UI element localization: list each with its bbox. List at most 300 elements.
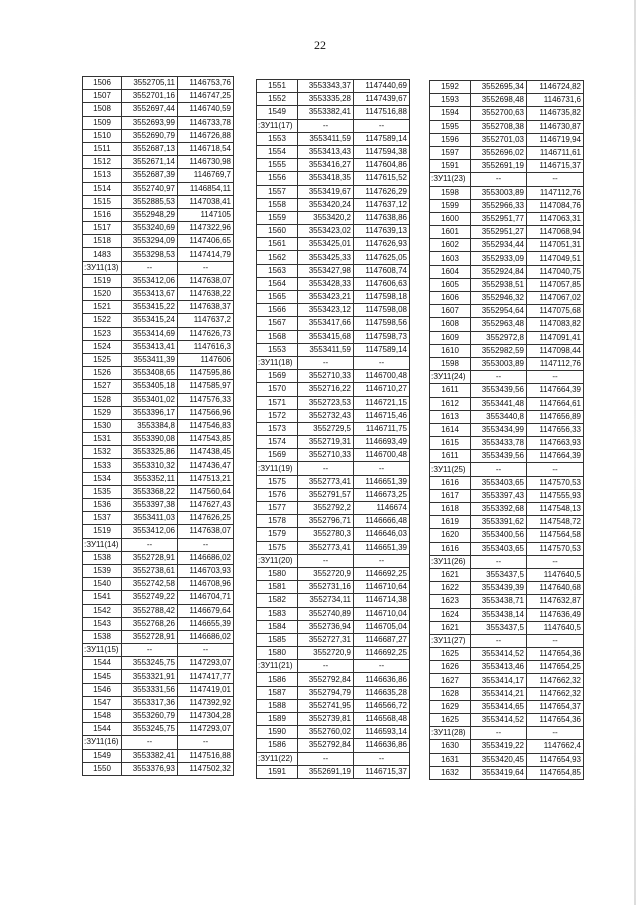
table-row <box>257 317 410 330</box>
x-coordinate-cell: 3553425,01 <box>298 238 354 251</box>
point-number-cell: 1506 <box>83 77 122 90</box>
point-number-cell: 1616 <box>430 476 471 489</box>
table-row <box>257 304 410 317</box>
y-coordinate-cell: 1147516,88 <box>178 749 234 762</box>
x-coordinate-cell: 3553376,93 <box>122 762 178 775</box>
table-row <box>83 433 234 446</box>
y-coordinate-cell: 1147626,25 <box>178 512 234 525</box>
table-row <box>430 516 584 529</box>
y-coordinate-cell: 1146719,94 <box>527 133 584 146</box>
y-coordinate-cell: 1147438,45 <box>178 446 234 459</box>
x-coordinate-cell: 3553413,41 <box>122 340 178 353</box>
y-coordinate-cell: 1147546,83 <box>178 419 234 432</box>
point-number-cell: 1563 <box>257 264 298 277</box>
table-row <box>257 238 410 251</box>
point-number-cell: 1580 <box>257 567 298 580</box>
y-coordinate-cell: 1147594,38 <box>354 145 410 158</box>
x-coordinate-cell: 3553391,62 <box>471 516 527 529</box>
y-coordinate-cell: 1147068,94 <box>527 226 584 239</box>
point-number-cell: 1549 <box>257 106 298 119</box>
y-coordinate-cell: 1147663,93 <box>527 437 584 450</box>
point-number-cell: 1619 <box>430 516 471 529</box>
x-coordinate-cell: 3553425,33 <box>298 251 354 264</box>
y-coordinate-cell: 1146718,54 <box>178 142 234 155</box>
x-coordinate-cell: 3553411,03 <box>122 512 178 525</box>
parcel-label-cell: :ЗУ11(17) <box>257 119 298 132</box>
x-coordinate-cell: 3553260,79 <box>122 710 178 723</box>
y-coordinate-cell: 1147112,76 <box>527 357 584 370</box>
point-number-cell: 1609 <box>430 331 471 344</box>
point-number-cell: 1522 <box>83 314 122 327</box>
point-number-cell: 1591 <box>430 160 471 173</box>
y-coordinate-cell: 1146710,04 <box>354 607 410 620</box>
y-coordinate-cell: 1147638,07 <box>178 274 234 287</box>
x-coordinate-cell: 3553420,2 <box>298 211 354 224</box>
x-coordinate-cell: 3552938,51 <box>471 278 527 291</box>
y-coordinate-cell: 1146711,75 <box>354 422 410 435</box>
table-row <box>83 512 234 525</box>
y-coordinate-cell: 1146655,39 <box>178 617 234 630</box>
table-row <box>83 314 234 327</box>
table-row <box>430 714 584 727</box>
table-row <box>83 367 234 380</box>
parcel-header-row <box>83 736 234 749</box>
y-coordinate-cell: 1147548,13 <box>527 503 584 516</box>
y-coordinate-cell: -- <box>354 119 410 132</box>
y-coordinate-cell: 1147566,96 <box>178 406 234 419</box>
point-number-cell: 1627 <box>430 674 471 687</box>
y-coordinate-cell: 1147664,61 <box>527 397 584 410</box>
point-number-cell: 1607 <box>430 305 471 318</box>
table-row <box>257 343 410 356</box>
point-number-cell: 1516 <box>83 208 122 221</box>
point-number-cell: 1528 <box>83 393 122 406</box>
table-row <box>430 146 584 159</box>
y-coordinate-cell: 1147626,73 <box>178 327 234 340</box>
x-coordinate-cell: 3552773,41 <box>298 475 354 488</box>
point-number-cell: 1618 <box>430 503 471 516</box>
y-coordinate-cell: 1147436,47 <box>178 459 234 472</box>
parcel-label-cell: :ЗУ11(18) <box>257 356 298 369</box>
y-coordinate-cell: 1146721,15 <box>354 396 410 409</box>
table-row <box>430 278 584 291</box>
y-coordinate-cell: 1147606 <box>178 353 234 366</box>
point-number-cell: 1544 <box>83 723 122 736</box>
parcel-label-cell: :ЗУ11(19) <box>257 462 298 475</box>
x-coordinate-cell: 3552791,57 <box>298 488 354 501</box>
x-coordinate-cell: 3553335,28 <box>298 93 354 106</box>
x-coordinate-cell: 3553412,06 <box>122 274 178 287</box>
x-coordinate-cell: 3553352,11 <box>122 472 178 485</box>
point-number-cell: 1545 <box>83 670 122 683</box>
point-number-cell: 1556 <box>257 172 298 185</box>
y-coordinate-cell: 1147637,2 <box>178 314 234 327</box>
table-row <box>257 475 410 488</box>
table-row <box>430 648 584 661</box>
point-number-cell: 1567 <box>257 317 298 330</box>
x-coordinate-cell: 3553419,64 <box>471 766 527 779</box>
point-number-cell: 1583 <box>257 607 298 620</box>
y-coordinate-cell: 1147417,77 <box>178 670 234 683</box>
point-number-cell: 1529 <box>83 406 122 419</box>
table-row <box>257 251 410 264</box>
y-coordinate-cell: 1147606,63 <box>354 277 410 290</box>
table-row <box>430 107 584 120</box>
point-number-cell: 1621 <box>430 568 471 581</box>
x-coordinate-cell: 3553414,17 <box>471 674 527 687</box>
point-number-cell: 1623 <box>430 595 471 608</box>
point-number-cell: 1621 <box>430 621 471 634</box>
table-row <box>257 80 410 93</box>
y-coordinate-cell: 1146646,03 <box>354 528 410 541</box>
y-coordinate-cell: 1147662,32 <box>527 687 584 700</box>
y-coordinate-cell: -- <box>178 538 234 551</box>
y-coordinate-cell: 1147084,76 <box>527 199 584 212</box>
parcel-header-row <box>257 119 410 132</box>
point-number-cell: 1525 <box>83 353 122 366</box>
point-number-cell: 1612 <box>430 397 471 410</box>
x-coordinate-cell: 3552741,95 <box>298 699 354 712</box>
y-coordinate-cell: 1147555,93 <box>527 489 584 502</box>
table-row <box>430 226 584 239</box>
point-number-cell: 1526 <box>83 367 122 380</box>
point-number-cell: 1555 <box>257 159 298 172</box>
table-row <box>257 291 410 304</box>
table-row <box>257 765 410 778</box>
x-coordinate-cell: 3552700,63 <box>471 107 527 120</box>
y-coordinate-cell: 1146693,49 <box>354 436 410 449</box>
point-number-cell: 1537 <box>83 512 122 525</box>
point-number-cell: 1608 <box>430 318 471 331</box>
x-coordinate-cell: 3552716,22 <box>298 383 354 396</box>
y-coordinate-cell: -- <box>178 261 234 274</box>
point-number-cell: 1595 <box>430 120 471 133</box>
table-row <box>430 476 584 489</box>
y-coordinate-cell: 1147638,86 <box>354 211 410 224</box>
y-coordinate-cell: 1147091,41 <box>527 331 584 344</box>
table-row <box>430 357 584 370</box>
table-row <box>257 172 410 185</box>
y-coordinate-cell: 1147075,68 <box>527 305 584 318</box>
table-row <box>430 305 584 318</box>
table-row <box>83 274 234 287</box>
y-coordinate-cell: 1147654,25 <box>527 661 584 674</box>
x-coordinate-cell: 3552792,84 <box>298 739 354 752</box>
point-number-cell: 1530 <box>83 419 122 432</box>
y-coordinate-cell: 1146854,11 <box>178 182 234 195</box>
table-row <box>83 670 234 683</box>
x-coordinate-cell: 3552773,41 <box>298 541 354 554</box>
point-number-cell: 1590 <box>257 726 298 739</box>
table-row <box>430 81 584 94</box>
x-coordinate-cell: 3553413,46 <box>471 661 527 674</box>
table-row <box>257 739 410 752</box>
y-coordinate-cell: 1147662,4 <box>527 740 584 753</box>
point-number-cell: 1512 <box>83 156 122 169</box>
x-coordinate-cell: -- <box>298 119 354 132</box>
y-coordinate-cell: 1147664,39 <box>527 450 584 463</box>
x-coordinate-cell: 3552710,33 <box>298 449 354 462</box>
x-coordinate-cell: -- <box>471 634 527 647</box>
y-coordinate-cell: 1147589,14 <box>354 132 410 145</box>
y-coordinate-cell: -- <box>527 634 584 647</box>
y-coordinate-cell: 1147654,85 <box>527 766 584 779</box>
x-coordinate-cell: 3552934,44 <box>471 239 527 252</box>
y-coordinate-cell: 1146769,7 <box>178 169 234 182</box>
table-row <box>430 331 584 344</box>
parcel-label-cell: :ЗУ11(23) <box>430 173 471 186</box>
x-coordinate-cell: 3553433,78 <box>471 437 527 450</box>
y-coordinate-cell: 1146730,87 <box>527 120 584 133</box>
table-row <box>257 225 410 238</box>
point-number-cell: 1597 <box>430 146 471 159</box>
x-coordinate-cell: 3553423,21 <box>298 291 354 304</box>
x-coordinate-cell: 3552951,77 <box>471 212 527 225</box>
x-coordinate-cell: -- <box>471 371 527 384</box>
parcel-header-row <box>257 462 410 475</box>
point-number-cell: 1560 <box>257 225 298 238</box>
y-coordinate-cell: 1147608,74 <box>354 264 410 277</box>
parcel-label-cell: :ЗУ11(22) <box>257 752 298 765</box>
y-coordinate-cell: 1147598,56 <box>354 317 410 330</box>
table-row <box>430 661 584 674</box>
x-coordinate-cell: 3553403,65 <box>471 542 527 555</box>
table-row <box>83 591 234 604</box>
x-coordinate-cell: -- <box>298 462 354 475</box>
table-row <box>430 318 584 331</box>
point-number-cell: 1581 <box>257 581 298 594</box>
parcel-header-row <box>257 356 410 369</box>
y-coordinate-cell: 1147067,02 <box>527 292 584 305</box>
parcel-header-row <box>430 555 584 568</box>
y-coordinate-cell: -- <box>178 644 234 657</box>
table-row <box>83 406 234 419</box>
table-row <box>83 710 234 723</box>
y-coordinate-cell: 1146740,59 <box>178 103 234 116</box>
table-row <box>83 525 234 538</box>
point-number-cell: 1611 <box>430 450 471 463</box>
y-coordinate-cell: 1147439,67 <box>354 93 410 106</box>
point-number-cell: 1569 <box>257 449 298 462</box>
y-coordinate-cell: 1147636,49 <box>527 608 584 621</box>
y-coordinate-cell: 1147406,65 <box>178 235 234 248</box>
x-coordinate-cell: 3552738,61 <box>122 564 178 577</box>
x-coordinate-cell: 3553403,65 <box>471 476 527 489</box>
y-coordinate-cell: 1147063,31 <box>527 212 584 225</box>
x-coordinate-cell: 3552720,9 <box>298 567 354 580</box>
table-row <box>257 726 410 739</box>
y-coordinate-cell: 1147419,01 <box>178 683 234 696</box>
point-number-cell: 1628 <box>430 687 471 700</box>
y-coordinate-cell: 1147570,53 <box>527 476 584 489</box>
parcel-label-cell: :ЗУ11(27) <box>430 634 471 647</box>
x-coordinate-cell: 3553437,5 <box>471 568 527 581</box>
table-row <box>257 330 410 343</box>
point-number-cell: 1554 <box>257 145 298 158</box>
table-row <box>83 129 234 142</box>
table-row <box>83 657 234 670</box>
y-coordinate-cell: 1147637,12 <box>354 198 410 211</box>
table-row <box>430 120 584 133</box>
table-row <box>430 94 584 107</box>
point-number-cell: 1508 <box>83 103 122 116</box>
y-coordinate-cell: 1146714,38 <box>354 594 410 607</box>
point-number-cell: 1624 <box>430 608 471 621</box>
parcel-label-cell: :ЗУ11(20) <box>257 554 298 567</box>
y-coordinate-cell: 1147654,93 <box>527 753 584 766</box>
y-coordinate-cell: 1146636,86 <box>354 673 410 686</box>
y-coordinate-cell: 1147293,07 <box>178 657 234 670</box>
point-number-cell: 1582 <box>257 594 298 607</box>
x-coordinate-cell: 3553415,22 <box>122 301 178 314</box>
y-coordinate-cell: 1147570,53 <box>527 542 584 555</box>
x-coordinate-cell: 3553003,89 <box>471 186 527 199</box>
table-row <box>83 353 234 366</box>
parcel-header-row <box>83 261 234 274</box>
parcel-label-cell: :ЗУ11(16) <box>83 736 122 749</box>
table-row <box>257 647 410 660</box>
x-coordinate-cell: 3552788,42 <box>122 604 178 617</box>
y-coordinate-cell: 1147654,36 <box>527 714 584 727</box>
table-row <box>430 542 584 555</box>
table-row <box>83 156 234 169</box>
point-number-cell: 1534 <box>83 472 122 485</box>
y-coordinate-cell: 1147639,13 <box>354 225 410 238</box>
table-row <box>430 199 584 212</box>
table-row <box>430 384 584 397</box>
y-coordinate-cell: 1146568,48 <box>354 713 410 726</box>
point-number-cell: 1603 <box>430 252 471 265</box>
point-number-cell: 1561 <box>257 238 298 251</box>
point-number-cell: 1589 <box>257 713 298 726</box>
x-coordinate-cell: -- <box>471 555 527 568</box>
table-row <box>257 699 410 712</box>
x-coordinate-cell: 3552924,84 <box>471 265 527 278</box>
x-coordinate-cell: 3553420,24 <box>298 198 354 211</box>
point-number-cell: 1531 <box>83 433 122 446</box>
x-coordinate-cell: 3553419,22 <box>471 740 527 753</box>
x-coordinate-cell: 3552698,48 <box>471 94 527 107</box>
point-number-cell: 1518 <box>83 235 122 248</box>
table-row <box>430 608 584 621</box>
table-row <box>257 633 410 646</box>
x-coordinate-cell: 3553439,56 <box>471 384 527 397</box>
point-number-cell: 1558 <box>257 198 298 211</box>
y-coordinate-cell: 1147598,73 <box>354 330 410 343</box>
y-coordinate-cell: 1146651,39 <box>354 541 410 554</box>
point-number-cell: 1617 <box>430 489 471 502</box>
table-row <box>430 160 584 173</box>
point-number-cell: 1579 <box>257 528 298 541</box>
y-coordinate-cell: 1147595,86 <box>178 367 234 380</box>
table-row <box>430 437 584 450</box>
y-coordinate-cell: 1147576,33 <box>178 393 234 406</box>
y-coordinate-cell: 1147638,37 <box>178 301 234 314</box>
x-coordinate-cell: -- <box>471 173 527 186</box>
y-coordinate-cell: 1146700,48 <box>354 449 410 462</box>
point-number-cell: 1533 <box>83 459 122 472</box>
table-row <box>257 581 410 594</box>
x-coordinate-cell: 3553414,65 <box>471 700 527 713</box>
y-coordinate-cell: 1147293,07 <box>178 723 234 736</box>
table-row <box>430 450 584 463</box>
x-coordinate-cell: -- <box>471 727 527 740</box>
y-coordinate-cell: -- <box>354 462 410 475</box>
table-row <box>430 700 584 713</box>
point-number-cell: 1523 <box>83 327 122 340</box>
x-coordinate-cell: 3552740,89 <box>298 607 354 620</box>
y-coordinate-cell: -- <box>178 736 234 749</box>
x-coordinate-cell: 3552885,53 <box>122 195 178 208</box>
parcel-header-row <box>430 173 584 186</box>
y-coordinate-cell: 1146593,14 <box>354 726 410 739</box>
y-coordinate-cell: 1147640,5 <box>527 568 584 581</box>
y-coordinate-cell: 1146724,82 <box>527 81 584 94</box>
point-number-cell: 1536 <box>83 499 122 512</box>
x-coordinate-cell: -- <box>471 463 527 476</box>
x-coordinate-cell: 3552780,3 <box>298 528 354 541</box>
point-number-cell: 1631 <box>430 753 471 766</box>
x-coordinate-cell: 3552701,03 <box>471 133 527 146</box>
point-number-cell: 1547 <box>83 696 122 709</box>
point-number-cell: 1598 <box>430 357 471 370</box>
x-coordinate-cell: 3553325,86 <box>122 446 178 459</box>
y-coordinate-cell: 1147589,14 <box>354 343 410 356</box>
parcel-label-cell: :ЗУ11(25) <box>430 463 471 476</box>
point-number-cell: 1511 <box>83 142 122 155</box>
table-row <box>83 380 234 393</box>
point-number-cell: 1569 <box>257 370 298 383</box>
y-coordinate-cell: 1146731,6 <box>527 94 584 107</box>
x-coordinate-cell: 3553415,24 <box>122 314 178 327</box>
y-coordinate-cell: 1147632,87 <box>527 595 584 608</box>
point-number-cell: 1524 <box>83 340 122 353</box>
y-coordinate-cell: 1147625,05 <box>354 251 410 264</box>
y-coordinate-cell: -- <box>527 463 584 476</box>
point-number-cell: 1483 <box>83 248 122 261</box>
point-number-cell: 1517 <box>83 222 122 235</box>
x-coordinate-cell: 3553382,41 <box>298 106 354 119</box>
x-coordinate-cell: 3553414,52 <box>471 714 527 727</box>
parcel-label-cell: :ЗУ11(21) <box>257 660 298 673</box>
point-number-cell: 1542 <box>83 604 122 617</box>
x-coordinate-cell: 3553418,35 <box>298 172 354 185</box>
x-coordinate-cell: 3553368,22 <box>122 485 178 498</box>
table-row <box>257 132 410 145</box>
coordinates-table-right <box>429 80 584 780</box>
table-row <box>430 582 584 595</box>
page-number: 22 <box>314 38 326 52</box>
coordinates-table-left <box>82 76 234 776</box>
y-coordinate-cell: 1147516,88 <box>354 106 410 119</box>
parcel-label-cell: :ЗУ11(15) <box>83 644 122 657</box>
y-coordinate-cell: 1147664,39 <box>527 384 584 397</box>
table-row <box>83 393 234 406</box>
y-coordinate-cell: 1147627,43 <box>178 499 234 512</box>
table-row <box>83 446 234 459</box>
parcel-header-row <box>430 727 584 740</box>
table-row <box>257 515 410 528</box>
y-coordinate-cell: -- <box>527 173 584 186</box>
table-row <box>257 370 410 383</box>
x-coordinate-cell: 3553392,68 <box>471 503 527 516</box>
x-coordinate-cell: 3552946,32 <box>471 292 527 305</box>
x-coordinate-cell: 3552792,2 <box>298 502 354 515</box>
y-coordinate-cell: 1147502,32 <box>178 762 234 775</box>
x-coordinate-cell: 3553390,08 <box>122 433 178 446</box>
y-coordinate-cell: 1146711,61 <box>527 146 584 159</box>
parcel-header-row <box>430 463 584 476</box>
